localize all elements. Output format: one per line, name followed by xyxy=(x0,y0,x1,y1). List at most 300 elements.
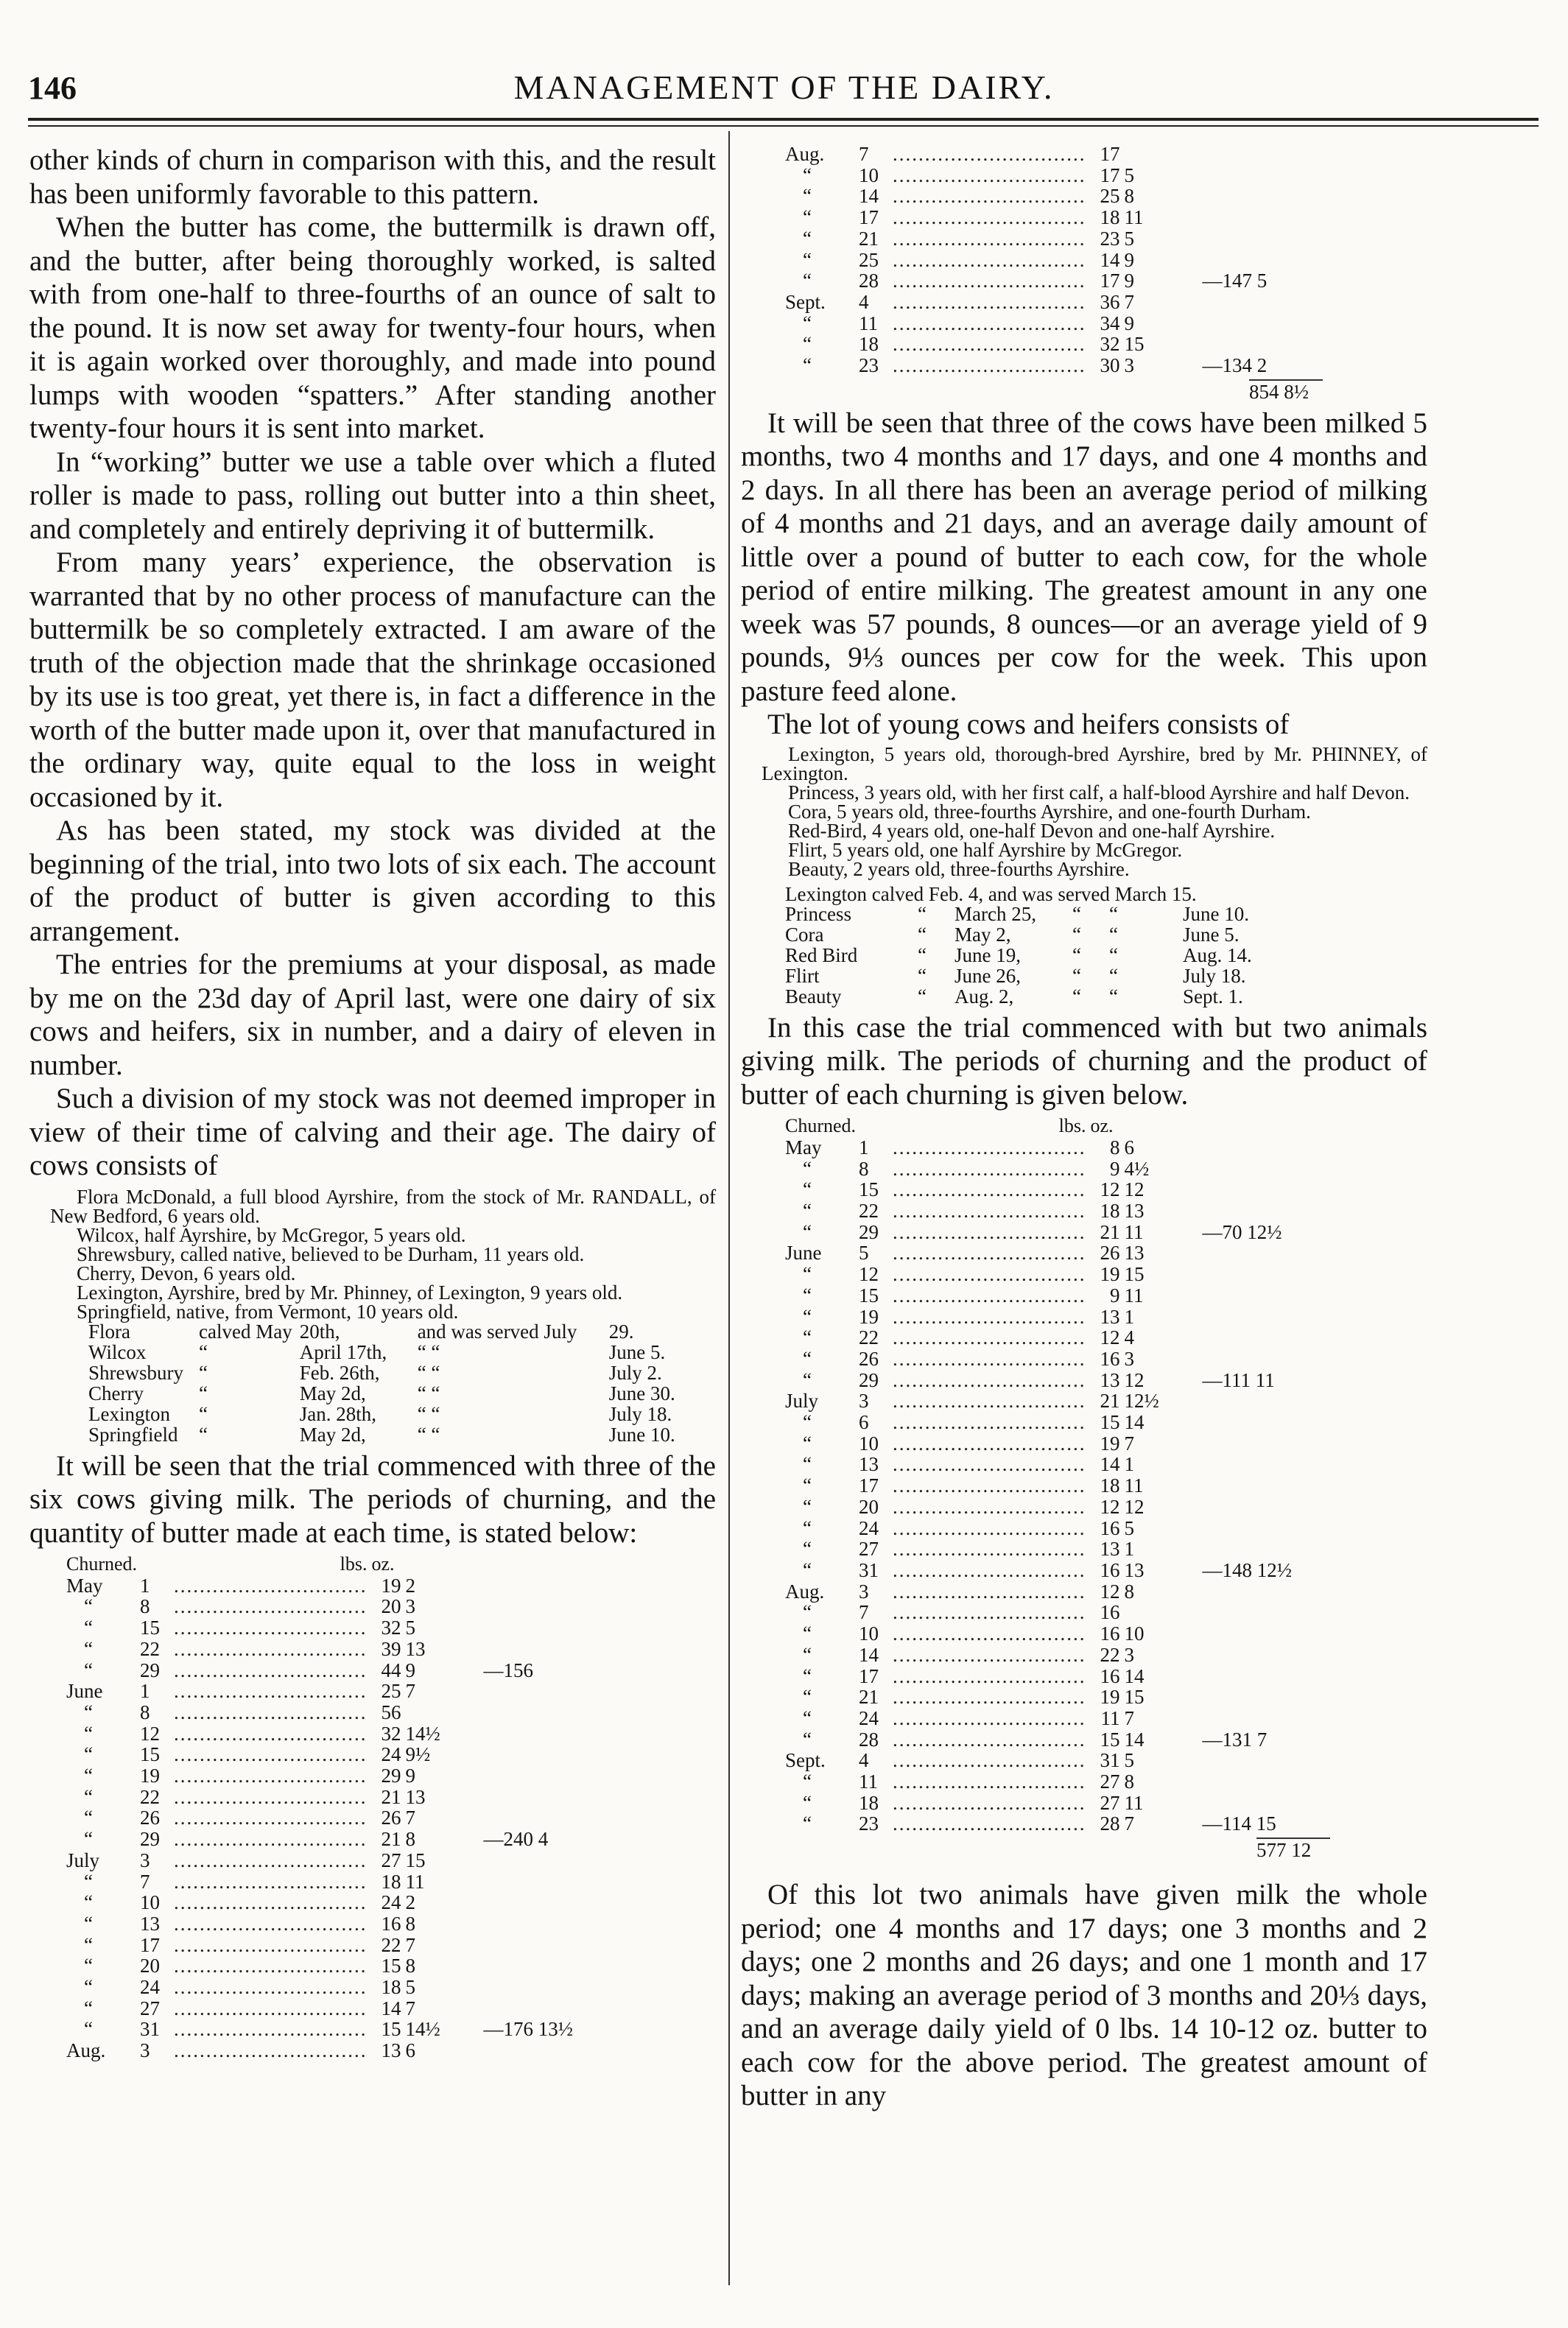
churn-month: “ xyxy=(803,185,812,208)
churn-day: 22 xyxy=(859,1326,879,1349)
churn-subtotal xyxy=(1173,1538,1297,1560)
cow-entry: Lexington, Ayrshire, bred by Mr. Phinney, of Lexington, 9 years old. xyxy=(77,1281,623,1304)
churn-oz: 8 xyxy=(405,1828,415,1851)
churn-day: 1 xyxy=(859,1136,869,1158)
churn-oz: 14 xyxy=(1124,1664,1145,1687)
grand-total: 577 12 xyxy=(1256,1838,1330,1862)
churn-lbs: 32 xyxy=(381,1722,401,1745)
churn-lbs: 22 xyxy=(381,1933,401,1956)
calving-row xyxy=(88,1321,690,1342)
churn-oz: 11 xyxy=(1124,1284,1144,1307)
churn-day: 29 xyxy=(859,1368,879,1391)
churn-lbs: 19 xyxy=(1100,1686,1120,1709)
churn-subtotal xyxy=(1173,1200,1297,1222)
churn-month: Sept. xyxy=(785,1749,826,1772)
leader-dots: .............................. xyxy=(893,333,1086,356)
churn-day: 7 xyxy=(859,143,869,165)
churn-subtotal: —114 15 xyxy=(1202,1812,1276,1835)
churn-row xyxy=(785,1518,1296,1539)
churn-subtotal xyxy=(454,1913,578,1935)
churn-subtotal: —70 12½ xyxy=(1202,1220,1282,1243)
churn-row xyxy=(785,355,1271,376)
churn-month: July xyxy=(66,1849,100,1871)
churn-lbs: 18 xyxy=(1100,1474,1120,1497)
churn-subtotal xyxy=(1173,313,1272,334)
churn-subtotal xyxy=(454,1765,578,1787)
calving-cell: “ xyxy=(1109,964,1118,987)
column-header: Churned. xyxy=(66,1553,138,1575)
churn-row xyxy=(785,1242,1296,1264)
churn-subtotal xyxy=(1173,1497,1297,1518)
churn-subtotal: —240 4 xyxy=(483,1828,549,1851)
leader-dots: .............................. xyxy=(174,2039,368,2062)
calving-cell: “ xyxy=(1109,943,1118,966)
churn-oz: 13 xyxy=(1124,1559,1145,1581)
churn-day: 10 xyxy=(859,1622,879,1645)
churn-oz: 13 xyxy=(1124,1200,1145,1223)
paragraph: other kinds of churn in comparison with this, and the result has been uniformly favorable to this pattern. xyxy=(29,144,716,210)
churn-subtotal xyxy=(1173,1771,1297,1793)
churn-row xyxy=(785,1200,1296,1222)
churn-month: June xyxy=(66,1680,103,1703)
churn-month: “ xyxy=(803,1812,812,1835)
calving-cell: March 25, xyxy=(954,902,1036,925)
leader-dots: .............................. xyxy=(893,1432,1086,1455)
churn-lbs: 14 xyxy=(1100,248,1120,271)
churn-month: May xyxy=(785,1136,822,1158)
churn-day: 29 xyxy=(140,1659,160,1681)
churn-lbs: 12 xyxy=(1100,1178,1120,1201)
churn-lbs: 19 xyxy=(381,1574,401,1597)
leader-dots: .............................. xyxy=(893,1326,1086,1349)
calving-cell: and was served July xyxy=(417,1320,577,1343)
churn-day: 3 xyxy=(140,1849,150,1871)
column-divider xyxy=(728,131,730,2285)
churn-lbs: 16 xyxy=(1100,1622,1120,1645)
churn-oz: 5 xyxy=(405,1976,415,1999)
leader-dots: .............................. xyxy=(893,1242,1086,1265)
leader-dots: .............................. xyxy=(893,1347,1086,1370)
churn-lbs: 14 xyxy=(1100,1453,1120,1476)
churn-month: “ xyxy=(84,1807,93,1829)
churn-row xyxy=(785,1137,1296,1158)
churn-row xyxy=(66,1977,577,1998)
churn-subtotal xyxy=(454,2040,578,2061)
churn-subtotal xyxy=(1173,1602,1297,1623)
cow-entry: Flora McDonald, a full blood Ayrshire, from the stock of Mr. RANDALL, of New Bedford, 6 years old. xyxy=(50,1185,716,1227)
churn-month: “ xyxy=(803,354,812,377)
leader-dots: .............................. xyxy=(893,1559,1086,1581)
churn-subtotal xyxy=(1173,1412,1297,1433)
churn-oz: 4 xyxy=(1124,1326,1134,1349)
churn-day: 23 xyxy=(859,354,879,377)
churn-lbs: 31 xyxy=(1100,1749,1120,1772)
churn-day: 22 xyxy=(140,1637,160,1660)
churn-lbs: 21 xyxy=(381,1785,401,1808)
calving-cell: “ xyxy=(1072,985,1081,1007)
churn-lbs: 21 xyxy=(1100,1390,1120,1413)
churn-row xyxy=(785,1475,1296,1497)
churn-lbs: 22 xyxy=(1100,1643,1120,1666)
churn-subtotal xyxy=(1173,165,1272,186)
churn-lbs: 11 xyxy=(1100,1706,1120,1729)
churn-day: 18 xyxy=(859,333,879,356)
churn-day: 29 xyxy=(140,1828,160,1851)
churn-day: 22 xyxy=(859,1200,879,1223)
churn-row xyxy=(785,1771,1296,1793)
leader-dots: .............................. xyxy=(893,312,1086,334)
leader-dots: .............................. xyxy=(174,1891,368,1914)
leader-dots: .............................. xyxy=(174,1574,368,1597)
calving-cell: Flora xyxy=(88,1320,130,1343)
churn-lbs: 16 xyxy=(1100,1347,1120,1370)
paragraph: In this case the trial commenced with but two animals giving milk. The periods of churning and the product of butter of each churning is given below. xyxy=(741,1011,1427,1111)
churn-lbs: 25 xyxy=(1100,185,1120,208)
leader-dots: .............................. xyxy=(893,248,1086,271)
churn-lbs: 32 xyxy=(1100,333,1120,356)
churn-lbs: 27 xyxy=(381,1849,401,1871)
calving-cell: “ xyxy=(1072,923,1081,946)
churn-day: 3 xyxy=(140,2039,150,2062)
leader-dots: .............................. xyxy=(893,1643,1086,1666)
leader-dots: .............................. xyxy=(174,1807,368,1829)
churn-row xyxy=(785,1581,1296,1603)
churn-oz: 7 xyxy=(1124,1706,1134,1729)
calving-cell: May 2d, xyxy=(299,1423,366,1446)
calving-cell: “ xyxy=(918,923,927,946)
churn-day: 26 xyxy=(859,1347,879,1370)
calving-cell: “ xyxy=(199,1382,208,1404)
churn-subtotal xyxy=(454,1892,578,1913)
churn-row xyxy=(785,1793,1296,1814)
churn-oz: 8 xyxy=(405,1955,415,1977)
churn-subtotal xyxy=(1173,1285,1297,1307)
cow-entry: Princess, 3 years old, with her first calf, a half-blood Ayrshire and half Devon. xyxy=(788,781,1410,803)
calving-cell: Shrewsbury xyxy=(88,1361,183,1384)
churn-lbs: 26 xyxy=(1100,1242,1120,1265)
churn-day: 23 xyxy=(859,1812,879,1835)
churn-month: “ xyxy=(803,1220,812,1243)
cow-entry: Cora, 5 years old, three-fourths Ayrshire, and one-fourth Durham. xyxy=(788,800,1311,823)
churn-lbs: 16 xyxy=(1100,1559,1120,1581)
churn-oz: 1 xyxy=(1124,1538,1134,1561)
churn-subtotal: —147 5 xyxy=(1202,270,1268,292)
churn-oz: 14 xyxy=(1124,1411,1145,1434)
churn-oz: 3 xyxy=(1124,354,1134,377)
churn-oz: 8 xyxy=(1124,185,1134,208)
churn-subtotal xyxy=(1173,1390,1297,1412)
leader-dots: .............................. xyxy=(174,1828,368,1851)
churn-lbs: 25 xyxy=(381,1680,401,1703)
churn-month: “ xyxy=(84,2018,93,2041)
calving-cell: June 30. xyxy=(608,1382,675,1404)
calving-row xyxy=(785,966,1271,986)
churn-row xyxy=(785,1179,1296,1200)
churn-subtotal xyxy=(1173,334,1272,355)
churn-row xyxy=(785,144,1271,165)
churn-subtotal xyxy=(1173,1454,1297,1475)
churn-day: 14 xyxy=(859,185,879,208)
calving-cell: June 5. xyxy=(608,1340,666,1363)
leader-dots: .............................. xyxy=(174,1785,368,1808)
paragraph: Of this lot two animals have given milk the whole period; one 4 months and 17 days; one 3 months and 2 days; one 2 months and 26 days; and one 1 month and 17 days; making an average period of 3 months and 20⅓ days, and an average daily yield of 0 lbs. 14 10-12 oz. butter to each cow for the above period. The greatest amount of butter in any xyxy=(741,1879,1427,2112)
churn-lbs: 24 xyxy=(381,1743,401,1766)
leader-dots: .............................. xyxy=(174,2018,368,2041)
churn-day: 19 xyxy=(859,1305,879,1328)
churn-day: 7 xyxy=(140,1870,150,1893)
churn-row xyxy=(785,1390,1296,1412)
churn-month: “ xyxy=(803,1770,812,1793)
churn-oz: 3 xyxy=(1124,1643,1134,1666)
leader-dots: .............................. xyxy=(893,1516,1086,1539)
leader-dots: .............................. xyxy=(893,1706,1086,1729)
churn-row xyxy=(66,1935,577,1956)
leader-dots: .............................. xyxy=(174,1976,368,1999)
churn-lbs: 14 xyxy=(381,1997,401,2019)
churn-row xyxy=(785,1813,1296,1835)
calving-cell: Springfield xyxy=(88,1423,178,1446)
churn-subtotal: —131 7 xyxy=(1202,1728,1268,1751)
churn-day: 21 xyxy=(859,1686,879,1709)
churn-subtotal: —156 xyxy=(483,1659,533,1681)
churn-day: 10 xyxy=(859,163,879,186)
paragraph: The lot of young cows and heifers consists of xyxy=(767,708,1290,741)
cow-list xyxy=(741,742,1427,880)
churn-month: “ xyxy=(803,1706,812,1729)
leader-dots: .............................. xyxy=(893,1390,1086,1413)
churn-day: 20 xyxy=(859,1495,879,1518)
paragraph: As has been stated, my stock was divided at the beginning of the trial, into two lots of six each. The account of the product of butter is given according to this arrangement. xyxy=(29,815,716,947)
leader-dots: .............................. xyxy=(174,1870,368,1893)
churn-lbs: 21 xyxy=(1100,1220,1120,1243)
churn-day: 13 xyxy=(140,1912,160,1935)
churn-month: “ xyxy=(84,1617,93,1639)
churning-table xyxy=(785,1116,1296,1835)
churn-lbs: 39 xyxy=(381,1637,401,1660)
churn-day: 20 xyxy=(140,1955,160,1977)
churn-row xyxy=(66,1850,577,1871)
left-column xyxy=(29,144,716,2061)
churn-lbs: 18 xyxy=(1100,206,1120,229)
churn-oz: 7 xyxy=(405,1933,415,1956)
churn-oz: 15 xyxy=(1124,333,1145,356)
churn-lbs: 20 xyxy=(381,1595,401,1618)
churn-month: “ xyxy=(84,1637,93,1660)
churn-lbs: 23 xyxy=(1100,227,1120,250)
page-number: 146 xyxy=(28,70,77,106)
churn-month: “ xyxy=(803,1368,812,1391)
churn-day: 25 xyxy=(859,248,879,271)
churn-day: 15 xyxy=(140,1617,160,1639)
calving-cell: Flirt xyxy=(785,964,820,987)
churn-day: 24 xyxy=(140,1976,160,1999)
churn-day: 3 xyxy=(859,1580,869,1603)
churn-row xyxy=(785,1327,1296,1348)
churn-month: “ xyxy=(803,1305,812,1328)
churn-lbs: 27 xyxy=(1100,1770,1120,1793)
churn-lbs: 17 xyxy=(1100,270,1120,292)
churn-month: June xyxy=(785,1242,822,1265)
churn-lbs: 29 xyxy=(381,1765,401,1787)
paragraph: When the butter has come, the buttermilk is drawn off, and the butter, after being thoroughly worked, is salted with from one-half to three-fourths of an ounce of salt to the pound. It is now set away for twenty-four hours, when it is again worked over thoroughly, and made into pound lumps with wooden “spatters.” After standing another twenty-four hours it is sent into market. xyxy=(29,211,716,444)
churn-oz: 7 xyxy=(405,1807,415,1829)
churn-lbs: 15 xyxy=(1100,1411,1120,1434)
churn-lbs: 8 xyxy=(1110,1136,1120,1158)
churn-row xyxy=(785,1666,1296,1687)
churn-month: “ xyxy=(803,227,812,250)
churn-row xyxy=(66,1617,577,1639)
churn-month: “ xyxy=(84,1870,93,1893)
churn-row xyxy=(785,228,1271,250)
churn-lbs: 12 xyxy=(1100,1580,1120,1603)
paragraph: It will be seen that the trial commenced with three of the six cows giving milk. The periods of churning, and the quantity of butter made at each time, is stated below: xyxy=(29,1449,716,1549)
calving-cell: “ xyxy=(1072,964,1081,987)
churn-oz: 7 xyxy=(405,1997,415,2019)
leader-dots: .............................. xyxy=(893,1622,1086,1645)
churn-day: 7 xyxy=(859,1601,869,1624)
calving-cell: Jan. 28th, xyxy=(299,1402,376,1425)
churn-row xyxy=(785,1158,1296,1180)
calving-cell: “ “ xyxy=(417,1340,440,1363)
churn-day: 15 xyxy=(859,1284,879,1307)
churn-oz xyxy=(1125,144,1173,165)
calving-cell: June 10. xyxy=(608,1423,675,1446)
paragraph: The entries for the premiums at your disposal, as made by me on the 23d day of April last, were one dairy of six cows and heifers, six in number, and a dairy of eleven in number. xyxy=(29,949,716,1081)
leader-dots: .............................. xyxy=(893,354,1086,377)
churn-row xyxy=(785,1222,1296,1243)
churn-oz: 6 xyxy=(405,2039,415,2062)
churn-day: 31 xyxy=(859,1559,879,1581)
churn-subtotal xyxy=(1173,207,1272,228)
churn-row xyxy=(66,1871,577,1893)
churn-subtotal xyxy=(1173,1645,1297,1666)
churn-oz: 11 xyxy=(1124,1220,1144,1243)
churn-month: “ xyxy=(803,1643,812,1666)
churn-subtotal xyxy=(1173,1327,1297,1348)
calving-table xyxy=(785,904,1271,1007)
churn-day: 27 xyxy=(140,1997,160,2019)
calving-cell: Beauty xyxy=(785,985,842,1007)
churn-oz: 13 xyxy=(405,1637,426,1660)
leader-dots: .............................. xyxy=(893,227,1086,250)
churn-oz: 1 xyxy=(1124,1305,1134,1328)
leader-dots: .............................. xyxy=(893,1178,1086,1201)
churn-subtotal xyxy=(1173,1137,1297,1158)
churn-day: 28 xyxy=(859,270,879,292)
churn-lbs: 56 xyxy=(381,1701,401,1723)
churn-lbs: 17 xyxy=(1100,143,1120,165)
churn-month: “ xyxy=(84,1701,93,1723)
right-column xyxy=(741,144,1427,2113)
calving-row xyxy=(88,1383,690,1404)
churn-day: 29 xyxy=(859,1220,879,1243)
calving-cell: Feb. 26th, xyxy=(299,1361,380,1384)
churn-day: 17 xyxy=(140,1933,160,1956)
churn-subtotal xyxy=(454,1617,578,1639)
cow-entry: Wilcox, half Ayrshire, by McGregor, 5 years old. xyxy=(77,1223,466,1246)
calving-cell: June 5. xyxy=(1183,923,1240,946)
leader-dots: .............................. xyxy=(893,1791,1086,1814)
churn-row xyxy=(785,1497,1296,1518)
churn-day: 4 xyxy=(859,1749,869,1772)
cow-entry: Cherry, Devon, 6 years old. xyxy=(77,1262,296,1284)
churn-month: “ xyxy=(803,206,812,229)
churn-month: “ xyxy=(803,1347,812,1370)
leader-dots: .............................. xyxy=(893,1368,1086,1391)
churn-oz: 11 xyxy=(1124,206,1144,229)
churn-day: 13 xyxy=(859,1453,879,1476)
churn-row xyxy=(66,1787,577,1808)
churn-month: Aug. xyxy=(785,1580,825,1603)
calving-cell: “ xyxy=(1109,985,1118,1007)
leader-dots: .............................. xyxy=(174,1595,368,1618)
leader-dots: .............................. xyxy=(893,1453,1086,1476)
churn-row xyxy=(785,1454,1296,1475)
churn-oz: 3 xyxy=(1124,1347,1134,1370)
leader-dots: .............................. xyxy=(893,206,1086,229)
churning-table xyxy=(66,1554,577,2061)
churn-day: 3 xyxy=(859,1390,869,1413)
calving-cell: Aug. 2, xyxy=(954,985,1014,1007)
calving-cell: July 18. xyxy=(1183,964,1246,987)
churn-row xyxy=(66,1913,577,1935)
churn-subtotal xyxy=(1173,1708,1297,1729)
churn-oz: 11 xyxy=(1124,1791,1144,1814)
churn-row xyxy=(785,270,1271,292)
churn-subtotal xyxy=(1173,1348,1297,1370)
churn-lbs: 12 xyxy=(1100,1495,1120,1518)
churn-oz: 11 xyxy=(1124,1474,1144,1497)
leader-dots: .............................. xyxy=(893,1284,1086,1307)
churn-oz: 14½ xyxy=(405,1722,440,1745)
churn-row xyxy=(785,1348,1296,1370)
churn-lbs: 44 xyxy=(381,1659,401,1681)
leader-dots: .............................. xyxy=(174,1680,368,1703)
churn-oz: 5 xyxy=(1124,163,1134,186)
churn-row xyxy=(785,1285,1296,1307)
churn-oz: 12½ xyxy=(1124,1390,1159,1413)
churn-subtotal xyxy=(454,1955,578,1977)
churn-subtotal xyxy=(1173,1475,1297,1497)
churn-oz: 13 xyxy=(1124,1242,1145,1265)
churn-row xyxy=(66,2019,577,2040)
churn-oz: 8 xyxy=(1124,1770,1134,1793)
churn-subtotal xyxy=(454,1977,578,1998)
churn-row xyxy=(785,165,1271,186)
churn-lbs: 18 xyxy=(1100,1200,1120,1223)
churn-lbs: 15 xyxy=(381,2018,401,2041)
churn-month: “ xyxy=(84,1659,93,1681)
churn-row xyxy=(66,1723,577,1745)
leader-dots: .............................. xyxy=(893,1580,1086,1603)
churn-oz: 12 xyxy=(1124,1495,1145,1518)
churn-lbs: 13 xyxy=(381,2039,401,2062)
cow-entry: Red-Bird, 4 years old, one-half Devon and one-half Ayrshire. xyxy=(788,819,1276,842)
calving-cell: “ xyxy=(199,1423,208,1446)
churn-oz: 5 xyxy=(1124,1749,1134,1772)
churn-subtotal xyxy=(1173,1158,1297,1180)
leader-dots: .............................. xyxy=(893,185,1086,208)
churn-month: “ xyxy=(84,1891,93,1914)
leader-dots: .............................. xyxy=(174,1765,368,1787)
churn-day: 10 xyxy=(859,1432,879,1455)
churn-lbs: 13 xyxy=(1100,1305,1120,1328)
churn-subtotal xyxy=(1173,1242,1297,1264)
churn-lbs: 28 xyxy=(1100,1812,1120,1835)
churn-row xyxy=(785,313,1271,334)
churn-row xyxy=(66,2040,577,2061)
churn-subtotal: —134 2 xyxy=(1202,354,1268,377)
